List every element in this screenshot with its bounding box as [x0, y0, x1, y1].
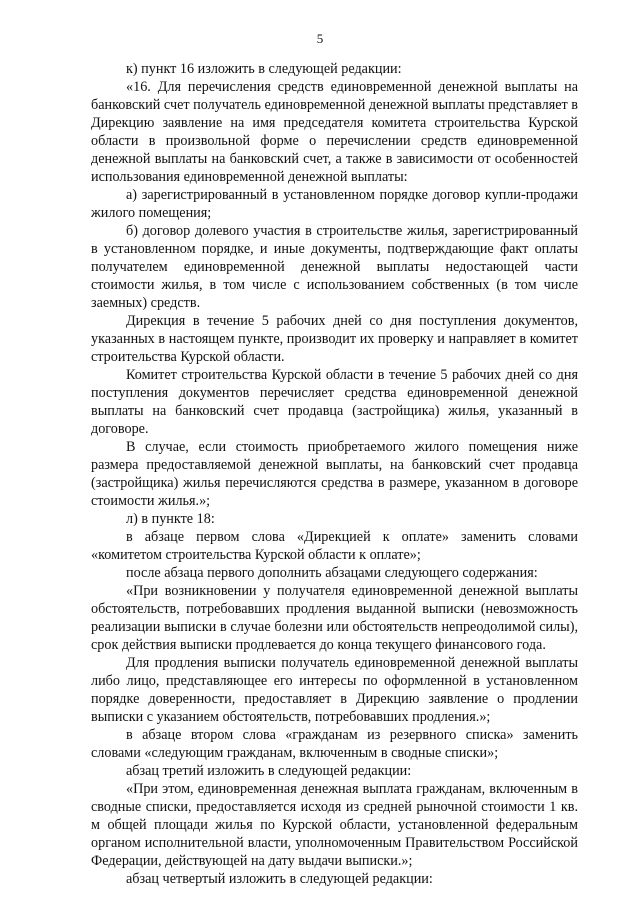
- paragraph-2: «16. Для перечисления средств единовременной денежной выплаты на банковский счет получатель единовременной денежной выплаты представляет в Дирекцию заявление на имя председателя комитета строительства Курской области в произвольной форме о перечислении средств единовременной денежной выплаты на банковский счет, а также в зависимости от особенностей использования единовременной денежной выплаты:: [91, 79, 578, 185]
- paragraph-12: Для продления выписки получатель единовременной денежной выплаты либо лицо, представляющее его интересы по оформленной в установленном порядке доверенности, предоставляет в Дирекцию заявление о продлении выписки с указанием обстоятельств, потребовавших продления.»;: [91, 655, 578, 725]
- paragraph-5: Дирекция в течение 5 рабочих дней со дня поступления документов, указанных в настоящем пункте, производит их проверку и направляет в комитет строительства Курской области.: [91, 313, 578, 365]
- paragraph-8: л) в пункте 18:: [126, 511, 215, 527]
- paragraph-13: в абзаце втором слова «гражданам из резервного списка» заменить словами «следующим гражданам, включенным в сводные списки»;: [91, 727, 578, 761]
- paragraph-7: В случае, если стоимость приобретаемого жилого помещения ниже размера предоставляемой денежной выплаты, на банковский счет продавца (застройщика) жилья перечисляются средства в размере, указанном в договоре стоимости жилья.»;: [91, 439, 578, 509]
- paragraph-15: «При этом, единовременная денежная выплата гражданам, включенным в сводные списки, предоставляется исходя из средней рыночной стоимости 1 кв. м общей площади жилья по Курской области, установленной федеральным органом исполнительной власти, уполномоченным Правительством Российской Федерации, действующей на дату выдачи выписки.»;: [91, 781, 578, 869]
- document-body: [91, 60, 578, 888]
- paragraph-4: б) договор долевого участия в строительстве жилья, зарегистрированный в установленном порядке, и иные документы, подтверждающие факт оплаты получателем единовременной денежной выплаты недостающей части стоимости жилья, в том числе с использованием собственных (в том числе заемных) средств.: [91, 223, 578, 311]
- paragraph-14: абзац третий изложить в следующей редакции:: [126, 763, 412, 779]
- paragraph-6: Комитет строительства Курской области в течение 5 рабочих дней со дня поступления документов перечисляет средства единовременной денежной выплаты на банковский счет продавца (застройщика) жилья, указанный в договоре.: [91, 367, 578, 437]
- paragraph-9: в абзаце первом слова «Дирекцией к оплате» заменить словами «комитетом строительства Курской области к оплате»;: [91, 529, 578, 563]
- page-number: 5: [316, 31, 324, 46]
- paragraph-1: к) пункт 16 изложить в следующей редакции:: [126, 61, 402, 77]
- paragraph-3: а) зарегистрированный в установленном порядке договор купли-продажи жилого помещения;: [91, 187, 578, 221]
- paragraph-11: «При возникновении у получателя единовременной денежной выплаты обстоятельств, потребовавших продления выданной выписки (невозможность реализации выписки в случае болезни или обстоятельств непреодолимой силы), срок действия выписки продлевается до конца текущего финансового года.: [91, 583, 578, 653]
- paragraph-10: после абзаца первого дополнить абзацами следующего содержания:: [126, 565, 538, 581]
- paragraph-16: абзац четвертый изложить в следующей редакции:: [126, 871, 433, 887]
